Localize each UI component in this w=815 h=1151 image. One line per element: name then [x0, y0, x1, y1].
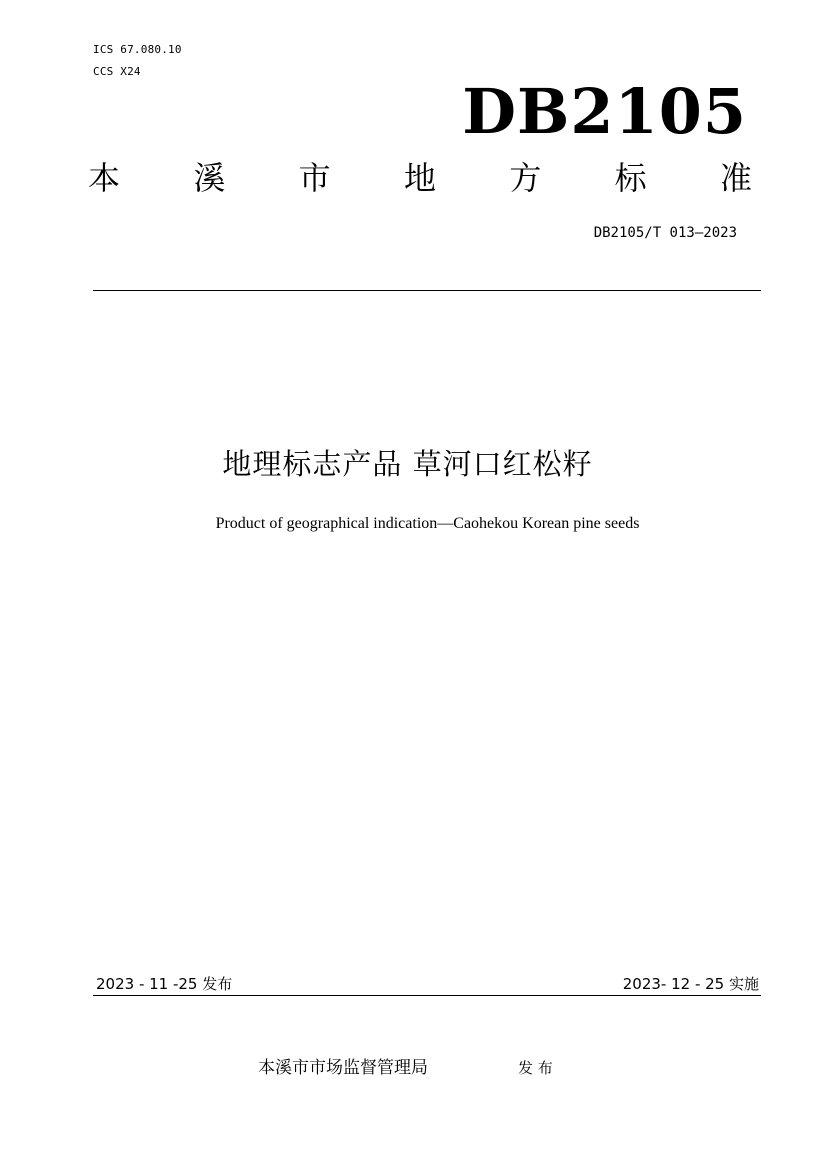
publisher-name: 本溪市市场监督管理局 — [258, 1058, 428, 1078]
standard-type-heading — [88, 158, 752, 198]
ics-code: ICS 67.080.10 — [93, 43, 182, 56]
date-divider — [93, 995, 761, 996]
standard-number: DB2105/T 013—2023 — [593, 225, 737, 241]
standard-type-char: 地 — [403, 159, 436, 197]
implementation-date: 2023- 12 - 25 实施 — [622, 975, 759, 993]
ccs-code: CCS X24 — [93, 65, 141, 78]
standard-type-char: 标 — [614, 159, 647, 197]
header-divider — [93, 290, 761, 291]
standard-type-char: 方 — [509, 159, 542, 197]
standard-type-char: 准 — [719, 159, 752, 197]
standard-type-char: 本 — [88, 159, 121, 197]
standard-type-char: 溪 — [193, 159, 226, 197]
standard-type-char: 市 — [298, 159, 331, 197]
standard-code-mark: DB2105 — [462, 75, 747, 148]
publish-label: 发 布 — [518, 1059, 553, 1077]
document-title-chinese: 地理标志产品 草河口红松籽 — [222, 447, 593, 481]
document-title-english: Product of geographical indication—Caohekou Korean pine seeds — [215, 515, 640, 532]
issue-date: 2023 - 11 -25 发布 — [96, 975, 233, 993]
